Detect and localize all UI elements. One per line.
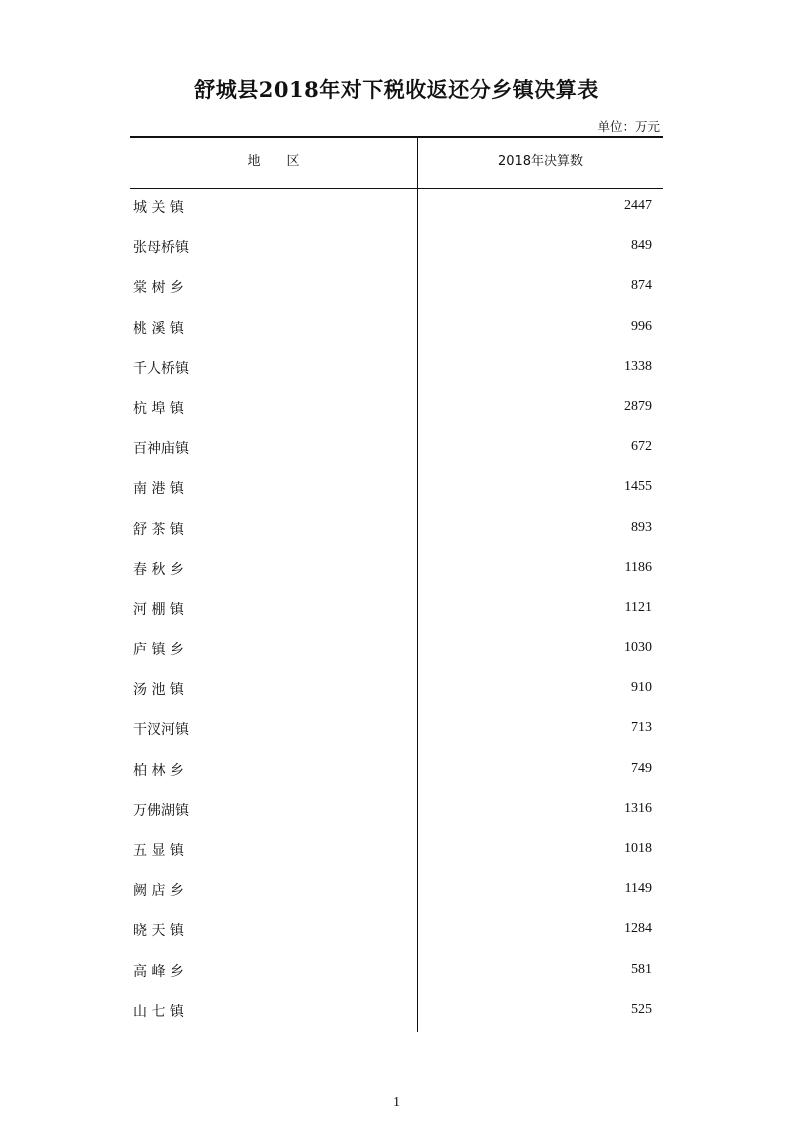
row-amount-value: 1455 <box>624 479 652 495</box>
table-row <box>130 191 663 231</box>
table-body <box>130 191 663 1035</box>
row-region-name: 高 峰 乡 <box>133 963 184 980</box>
table-row <box>130 995 663 1035</box>
row-amount-value: 672 <box>631 439 652 455</box>
row-region-name: 张母桥镇 <box>133 240 189 257</box>
row-region-name: 桃 溪 镇 <box>133 320 184 337</box>
table-row <box>130 914 663 954</box>
table-row <box>130 231 663 271</box>
table-row <box>130 754 663 794</box>
table-row <box>130 513 663 553</box>
row-amount-value: 1186 <box>624 559 652 575</box>
row-region-name: 晓 天 镇 <box>133 923 184 940</box>
row-amount-value: 996 <box>631 318 652 334</box>
row-region-name: 柏 林 乡 <box>133 762 184 779</box>
row-region-name: 杭 埠 镇 <box>133 400 184 417</box>
row-amount-value: 1121 <box>624 599 652 615</box>
row-amount-value: 1030 <box>624 640 652 656</box>
unit-label: 单位：万元 <box>597 119 660 134</box>
column-header-region <box>130 136 417 188</box>
row-amount-value: 525 <box>631 1001 652 1017</box>
row-amount-value: 1284 <box>624 921 652 937</box>
row-amount-value: 749 <box>631 760 652 776</box>
table-row <box>130 392 663 432</box>
row-region-name: 庐 镇 乡 <box>133 642 184 659</box>
table-row <box>130 271 663 311</box>
row-amount-value: 1018 <box>624 841 652 856</box>
page-number: 1 <box>393 1095 400 1110</box>
table-row <box>130 955 663 995</box>
column-header-amount: 2018年决算数 <box>497 154 584 169</box>
budget-table <box>130 136 663 1032</box>
row-region-name: 汤 池 镇 <box>133 682 184 699</box>
row-region-name: 南 港 镇 <box>133 481 184 498</box>
row-amount-value: 849 <box>631 238 652 254</box>
table-row <box>130 713 663 753</box>
row-region-name: 河 棚 镇 <box>133 601 184 618</box>
table-row <box>130 593 663 633</box>
row-region-name: 千人桥镇 <box>133 360 189 377</box>
table-row <box>130 633 663 673</box>
row-region-name: 五 显 镇 <box>133 843 184 859</box>
row-region-name: 棠 树 乡 <box>133 280 184 297</box>
row-amount-value: 1316 <box>624 800 652 816</box>
column-header-region-part1: 地 <box>247 154 261 169</box>
table-row <box>130 794 663 834</box>
row-amount-value: 713 <box>631 720 652 736</box>
page-title: 舒城县2018年对下税收返还分乡镇决算表 <box>194 77 599 102</box>
table-row <box>130 673 663 713</box>
row-region-name: 山 七 镇 <box>133 1003 184 1020</box>
row-amount-value: 1338 <box>624 358 652 374</box>
row-region-name: 干汊河镇 <box>133 722 189 739</box>
row-amount-value: 1149 <box>624 881 652 897</box>
table-row <box>130 352 663 392</box>
row-region-name: 万佛湖镇 <box>133 802 189 819</box>
row-amount-value: 874 <box>631 278 652 294</box>
row-amount-value: 893 <box>631 519 652 535</box>
row-region-name: 城 关 镇 <box>133 200 184 216</box>
row-amount-value: 910 <box>631 680 652 696</box>
table-header-rule <box>130 188 663 189</box>
row-region-name: 春 秋 乡 <box>133 561 184 578</box>
table-row <box>130 312 663 352</box>
table-row <box>130 874 663 914</box>
row-amount-value: 581 <box>631 961 652 977</box>
row-amount-value: 2879 <box>624 398 652 414</box>
table-row <box>130 834 663 874</box>
row-region-name: 百神庙镇 <box>133 441 189 458</box>
table-row <box>130 553 663 593</box>
row-region-name: 阙 店 乡 <box>133 883 184 900</box>
table-row <box>130 472 663 512</box>
column-header-region-part2: 区 <box>286 154 300 169</box>
table-row <box>130 432 663 472</box>
row-amount-value: 2447 <box>624 198 652 213</box>
row-region-name: 舒 茶 镇 <box>133 521 184 538</box>
